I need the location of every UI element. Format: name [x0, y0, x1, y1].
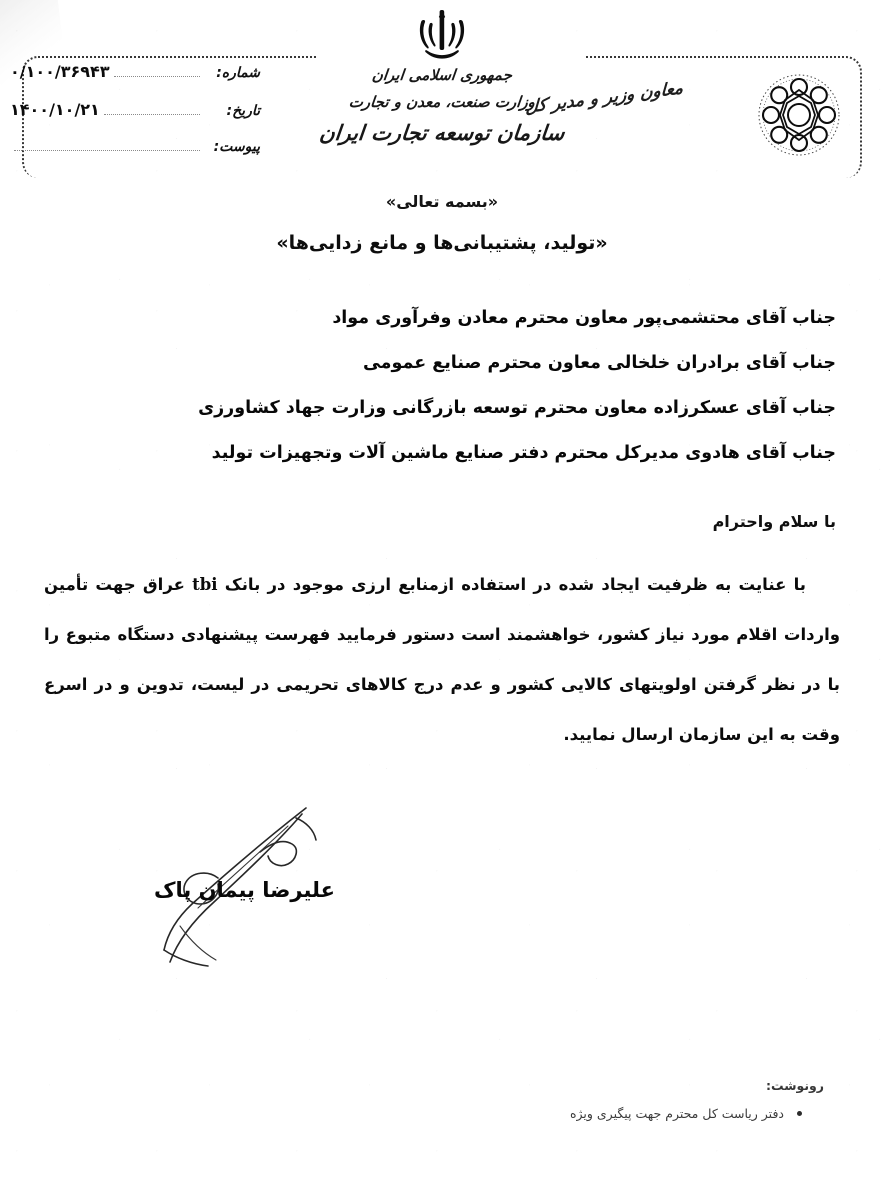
addressee-list — [48, 296, 836, 476]
reference-number-value: ۰/۱۰۰/۳۶۹۴۳ — [10, 62, 110, 81]
carbon-copy-block — [570, 1078, 824, 1125]
body-text-part2: عراق جهت تأمین واردات اقلام مورد نیاز کشور، خواهشمند است دستور فرمایید فهرست پیشنهادی دستگاه متبوع را با در نظر گرفتن اولویتهای کالایی کشور و عدم درج کالاهای تحریمی در لیست، تدوین و در اسرع وقت به این سازمان ارسال نمایید. — [44, 575, 840, 744]
bank-name-tbi: tbi — [192, 575, 218, 594]
addressee-line: جناب آقای عسکرزاده معاون محترم توسعه بازرگانی وزارت جهاد کشاورزی — [198, 398, 836, 418]
signatory-name: علیرضا پیمان پاک — [154, 878, 335, 902]
besmeleh-line: «بسمه تعالی» — [385, 192, 499, 211]
reference-date-label: تاریخ: — [226, 103, 260, 119]
letterhead-line-ministry: وزارت صنعت، معدن و تجارت — [347, 93, 537, 111]
reference-attachment-label: پیوست: — [213, 139, 260, 155]
reference-number-label: شماره: — [216, 65, 260, 81]
letterhead-line-country: جمهوری اسلامی ایران — [371, 66, 513, 84]
signature-block — [120, 800, 450, 990]
reference-block — [10, 62, 260, 176]
reference-date-row — [10, 100, 260, 138]
addressee-line: جناب آقای هادوی مدیرکل محترم دفتر صنایع ماشین آلات وتجهیزات تولید — [211, 443, 836, 463]
addressee-line: جناب آقای محتشمی‌پور معاون محترم معادن وفرآوری مواد — [332, 308, 836, 328]
greeting-line: با سلام واحترام — [712, 512, 836, 531]
handwritten-department-note: معاون وزیر و مدیر کل — [525, 78, 684, 118]
cc-item: دفتر ریاست کل محترم جهت پیگیری ویژه — [570, 1103, 802, 1125]
reference-date-value: ۱۴۰۰/۱۰/۲۱ — [10, 100, 100, 119]
reference-attachment-row — [10, 138, 260, 176]
rosette-seal-icon — [756, 72, 842, 158]
cc-title: رونوشت: — [765, 1078, 824, 1093]
body-paragraph — [44, 560, 840, 760]
letter-body — [44, 560, 840, 760]
letterhead-line-organization: سازمان توسعه تجارت ایران — [318, 121, 566, 145]
reference-attachment-dots — [14, 138, 200, 151]
addressee-line: جناب آقای برادران خلخالی معاون محترم صنایع عمومی — [362, 353, 836, 373]
reference-date-dots — [104, 102, 200, 115]
reference-number-row — [10, 62, 260, 100]
cc-item-list — [570, 1103, 802, 1125]
year-slogan-line: «تولید، پشتیبانی‌ها و مانع زدایی‌ها» — [276, 232, 608, 254]
iran-emblem-icon — [0, 8, 884, 64]
body-text-part1: با عنایت به ظرفیت ایجاد شده در استفاده ازمنابع ارزی موجود در بانک — [217, 575, 807, 594]
reference-number-dots — [114, 64, 200, 77]
